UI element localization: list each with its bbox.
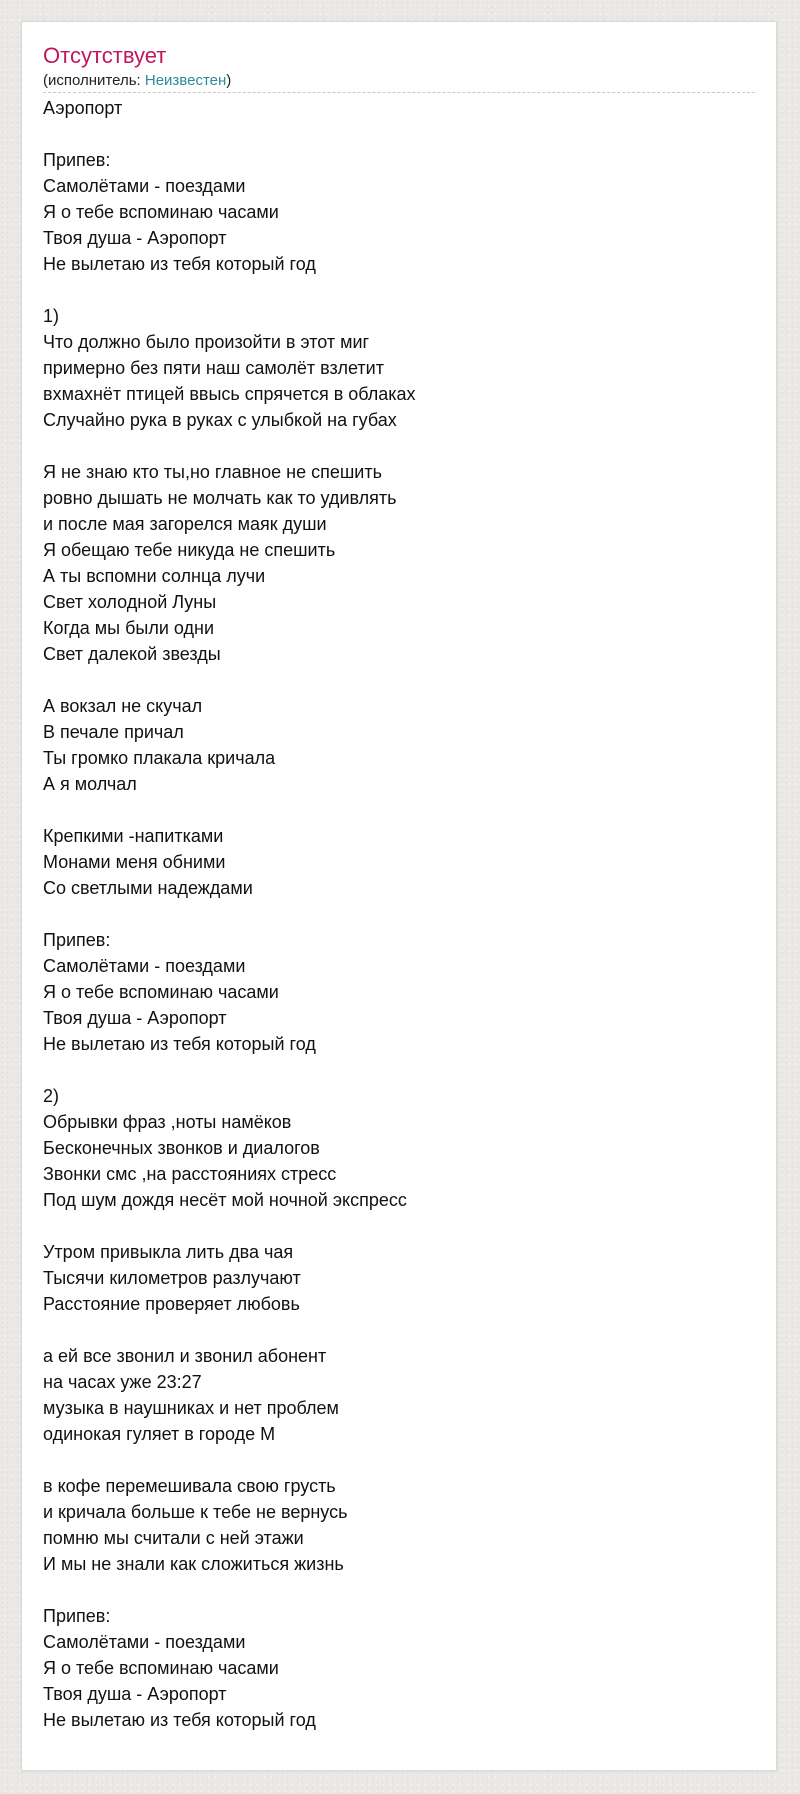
artist-line — [43, 72, 231, 90]
artist-prefix: (исполнитель: — [43, 72, 145, 89]
lyrics-card — [21, 21, 777, 1771]
artist-suffix: ) — [226, 72, 232, 89]
artist-link[interactable]: Неизвестен — [144, 72, 227, 89]
song-title: Отсутствует — [43, 43, 167, 68]
lyrics-text: Аэропорт Припев: Самолётами - поездами Я о тебе вспоминаю часами Твоя душа - Аэропорт Не вылетаю из тебя который год 1) Что должно было произойти в этот миг примерно без пяти наш самолёт взлетит вхмахнёт птицей ввысь спрячется в облаках Случайно рука в руках с улыбкой на губах Я не знаю кто ты,но главное не спешить ровно дышать не молчать как то удивлять и после мая загорелся маяк души Я обещаю тебе никуда не спешить А ты вспомни солнца лучи Свет холодной Луны Когда мы были одни Свет далекой звезды А вокзал не скучал В печале причал Ты громко плакала кричала А я молчал Крепкими -напитками Монами меня обними Со светлыми надеждами Припев: Самолётами - поездами Я о тебе вспоминаю часами Твоя душа - Аэропорт Не вылетаю из тебя который год 2) Обрывки фраз ,ноты намёков Бесконечных звонков и диалогов Звонки смс ,на расстояниях стресс Под шум дождя несёт мой ночной экспресс Утром привыкла лить два чая Тысячи километров разлучают Расстояние проверяет любовь а ей все звонил и звонил абонент на часах уже 23:27 музыка в наушниках и нет проблем одинокая гуляет в городе М в кофе перемешивала свою грусть и кричала больше к тебе не вернусь помню мы считали с ней этажи И мы не знали как сложиться жизнь Припев: Самолётами - поездами Я о тебе вспоминаю часами Твоя душа - Аэропорт Не вылетаю из тебя который год — [43, 98, 416, 1730]
title-divider — [43, 92, 755, 93]
